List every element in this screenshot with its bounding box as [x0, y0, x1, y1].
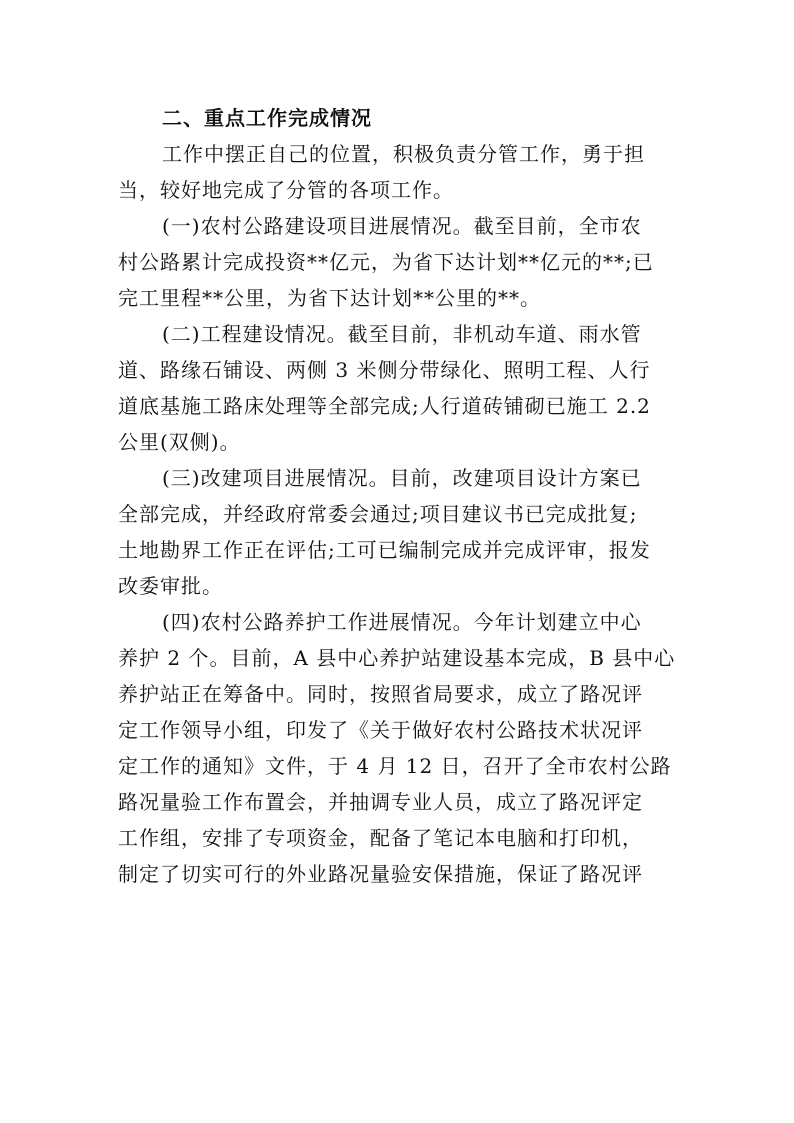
text-line: (四)农村公路养护工作进展情况。今年计划建立中心	[162, 610, 642, 634]
text-line: 完工里程**公里，为省下达计划**公里的**。	[118, 286, 541, 310]
text-line: 定工作领导小组，印发了《关于做好农村公路技术状况评	[118, 718, 643, 742]
text-line: 当，较好地完成了分管的各项工作。	[118, 178, 454, 202]
text-line: 公里(双侧)。	[118, 430, 241, 454]
paragraph-road-maintenance	[118, 604, 678, 892]
text-line: 养护 2 个。目前，A 县中心养护站建设基本完成，B 县中心	[118, 646, 676, 670]
paragraph-intro	[118, 136, 678, 208]
text-line: 改委审批。	[118, 574, 223, 598]
text-line: 土地勘界工作正在评估;工可已编制完成并完成评审，报发	[118, 538, 651, 562]
text-line: 路况量验工作布置会，并抽调专业人员，成立了路况评定	[118, 790, 643, 814]
paragraph-renovation-project	[118, 460, 678, 604]
text-line: 全部完成，并经政府常委会通过;项目建议书已完成批复;	[118, 502, 638, 526]
text-line: 工作组，安排了专项资金，配备了笔记本电脑和打印机，	[118, 826, 643, 850]
text-line: (一)农村公路建设项目进展情况。截至目前，全市农	[162, 214, 642, 238]
text-line: 道、路缘石铺设、两侧 3 米侧分带绿化、照明工程、人行	[118, 358, 651, 382]
text-line: 制定了切实可行的外业路况量验安保措施，保证了路况评	[118, 862, 643, 886]
paragraph-engineering-construction	[118, 316, 678, 460]
text-line: 养护站正在筹备中。同时，按照省局要求，成立了路况评	[118, 682, 643, 706]
text-line: 道底基施工路床处理等全部完成;人行道砖铺砌已施工 2.2	[118, 394, 651, 418]
text-line: 定工作的通知》文件，于 4 月 12 日，召开了全市农村公路	[118, 754, 672, 778]
document-body	[118, 100, 678, 892]
text-line: 村公路累计完成投资**亿元，为省下达计划**亿元的**;已	[118, 250, 654, 274]
text-line: (二)工程建设情况。截至目前，非机动车道、雨水管	[162, 322, 642, 346]
text-line: 工作中摆正自己的位置，积极负责分管工作，勇于担	[162, 142, 645, 166]
text-line: (三)改建项目进展情况。目前，改建项目设计方案已	[162, 466, 642, 490]
paragraph-rural-road-construction	[118, 208, 678, 316]
section-heading: 二、重点工作完成情况	[162, 106, 372, 130]
